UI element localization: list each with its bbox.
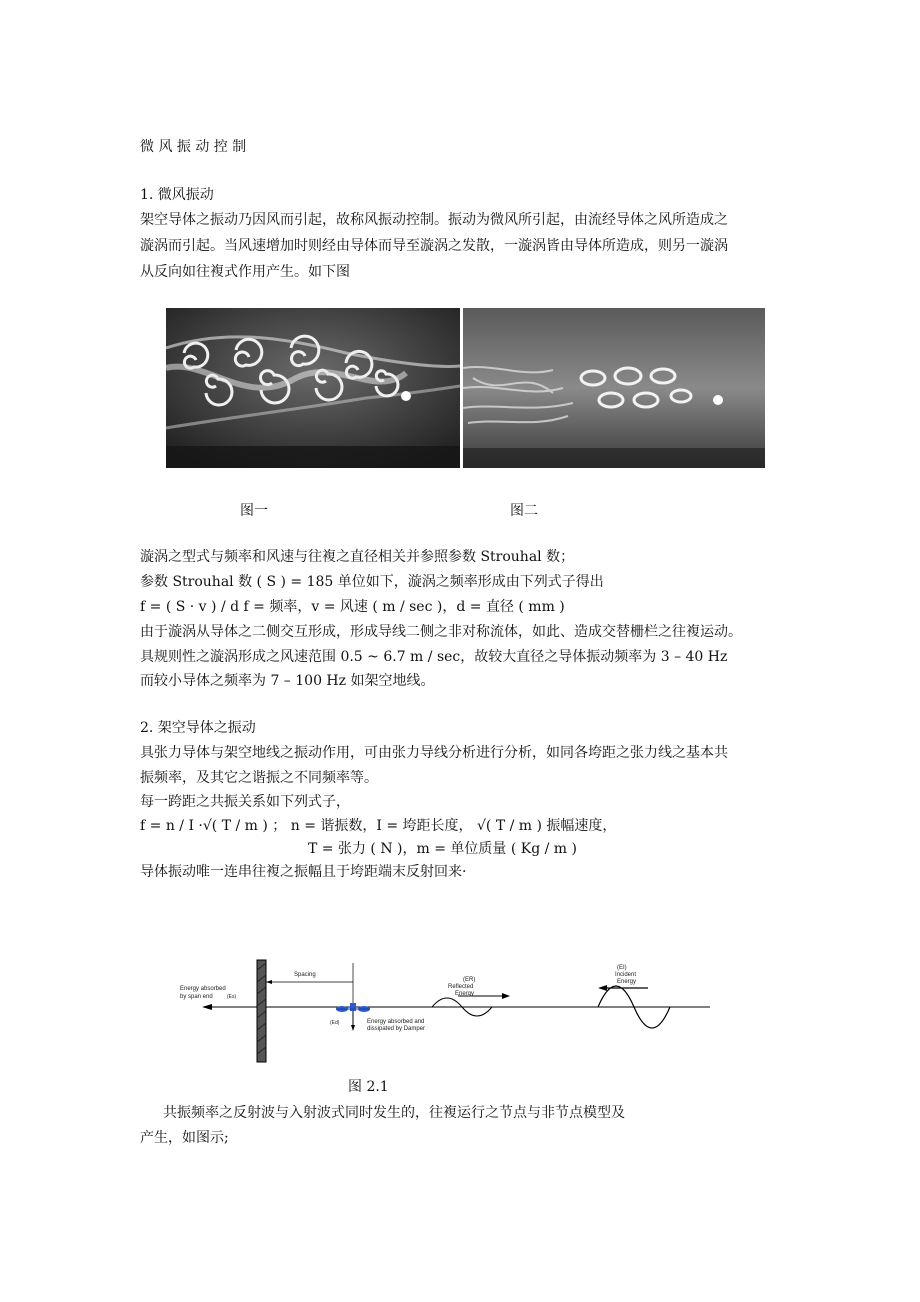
paragraph-line: 由于漩涡从导体之二侧交互形成，形成导线二侧之非对称流体，如此、造成交替栅栏之往複运动。 xyxy=(140,624,742,640)
incident-label: Incident xyxy=(615,972,637,978)
span-end-label: by span end xyxy=(180,994,213,1000)
figure-1-caption: 图一 xyxy=(240,503,268,519)
incident-arrow xyxy=(598,985,607,991)
section-1-heading: 1. 微风振动 xyxy=(140,187,214,203)
formula-line: f = n / I ·√( T / m ) ； n = 谐振数，I = 垮距长度， √( T / m ) 振幅速度， xyxy=(140,818,617,834)
damper-icon xyxy=(336,1003,370,1031)
reflected-arrow xyxy=(502,993,510,999)
paragraph-line: 从反向如往複式作用产生。如下图 xyxy=(140,264,350,280)
spacing-label: Spacing xyxy=(294,972,316,978)
figure-2-1-caption: 图 2.1 xyxy=(348,1079,389,1095)
span-end-label: Energy absorbed xyxy=(180,986,226,992)
paragraph-line: 漩涡而引起。当风速增加时则经由导体而导至漩涡之发散，一漩涡皆由导体所造成，则另一漩涡 xyxy=(140,238,728,254)
paragraph-line: 导体振动唯一连串往複之振幅且于垮距端末反射回来· xyxy=(140,864,467,880)
ed-label: (Ed) xyxy=(330,1020,340,1026)
incident-label: Energy xyxy=(617,979,637,985)
span-end-arrow xyxy=(202,1004,212,1010)
paragraph-line: 具规则性之漩涡形成之风速范围 0.5 ~ 6.7 m / sec，故较大直径之导体振动频率为 3 – 40 Hz xyxy=(140,649,728,665)
reflected-label: Reflected xyxy=(448,984,474,990)
damper-label: dissipated by Damper xyxy=(367,1026,426,1032)
formula-line: T = 张力 ( N )，m = 单位质量 ( Kg / m ) xyxy=(308,841,577,857)
section-2-heading: 2. 架空导体之振动 xyxy=(140,720,256,736)
damper-label: Energy absorbed and xyxy=(367,1019,425,1025)
figure-1-photo xyxy=(166,308,460,468)
incident-label: (EI) xyxy=(617,965,627,971)
es-label: (Es) xyxy=(227,994,237,1000)
reflected-label: Energy xyxy=(455,991,475,997)
figure-2-caption: 图二 xyxy=(510,503,538,519)
paragraph-line: 每一跨距之共振关系如下列式子， xyxy=(140,794,350,810)
reflected-label: (ER) xyxy=(463,977,476,983)
paragraph-line: 而较小导体之频率为 7 – 100 Hz 如架空地线。 xyxy=(140,673,435,689)
span-end-support xyxy=(257,960,266,1062)
figure-2-1-diagram xyxy=(170,955,715,1067)
paragraph-line: 架空导体之振动乃因风而引起，故称风振动控制。振动为微风所引起，由流经导体之风所造成之 xyxy=(140,212,728,228)
paragraph-line: 具张力导体与架空地线之振动作用，可由张力导线分析进行分析，如同各垮距之张力线之基本共 xyxy=(140,745,728,761)
paragraph-line: 共振频率之反射波与入射波式同时发生的，往複运行之节点与非节点模型及 xyxy=(163,1105,625,1121)
figure-2-photo xyxy=(463,308,765,468)
paragraph-line: 漩涡之型式与频率和风速与往複之直径相关并参照参数 Strouhal 数； xyxy=(140,549,575,565)
formula-line: f = ( S · v ) / d f = 频率，v = 风速 ( m / sec )，d = 直径 ( mm ) xyxy=(140,599,565,615)
doc-title: 微 风 振 动 控 制 xyxy=(140,139,247,155)
paragraph-line: 产生，如图示; xyxy=(140,1130,229,1146)
paragraph-line: 振频率，及其它之谐振之不同频率等。 xyxy=(140,770,378,786)
paragraph-line: 参数 Strouhal 数 ( S ) = 185 单位如下，漩涡之频率形成由下列式子得出 xyxy=(140,574,604,590)
